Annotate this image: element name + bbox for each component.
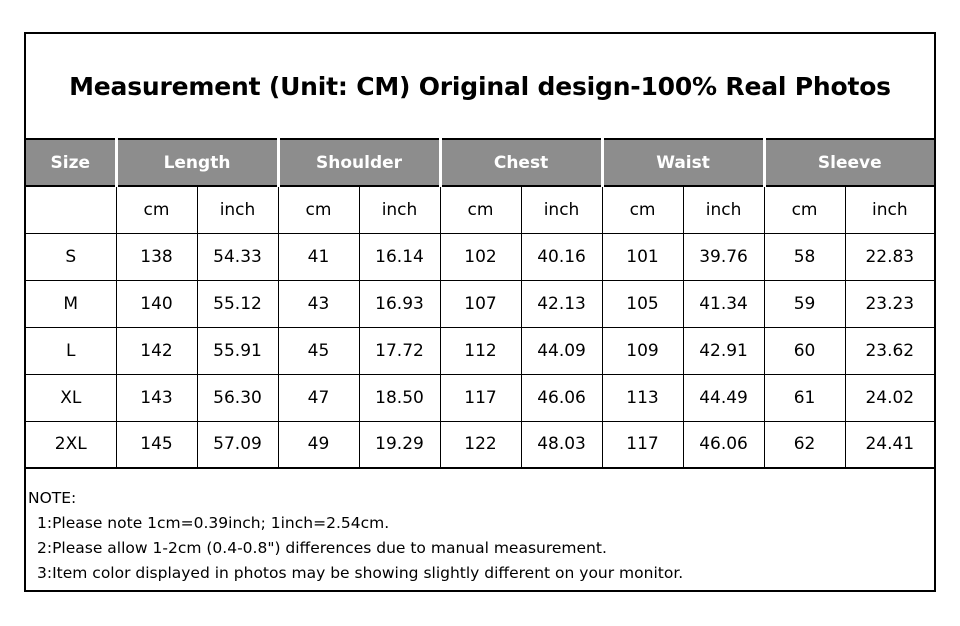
group-header-shoulder: Shoulder xyxy=(278,139,440,186)
unit-header: inch xyxy=(197,186,278,233)
measurement-cell: 18.50 xyxy=(359,374,440,421)
measurement-cell: 55.12 xyxy=(197,280,278,327)
measurement-cell: 61 xyxy=(764,374,845,421)
measurement-cell: 44.49 xyxy=(683,374,764,421)
measurement-cell: 57.09 xyxy=(197,421,278,468)
measurement-cell: 112 xyxy=(440,327,521,374)
measurement-cell: 41 xyxy=(278,233,359,280)
unit-header-row xyxy=(26,186,934,233)
measurement-cell: 54.33 xyxy=(197,233,278,280)
measurement-cell: 40.16 xyxy=(521,233,602,280)
unit-header: inch xyxy=(359,186,440,233)
notes-section xyxy=(26,481,936,586)
note-line-2: 2:Please allow 1-2cm (0.4-0.8") differences due to manual measurement. xyxy=(37,539,607,557)
measurement-cell: 143 xyxy=(116,374,197,421)
measurement-cell: 56.30 xyxy=(197,374,278,421)
table-row xyxy=(26,374,934,421)
unit-header: inch xyxy=(521,186,602,233)
measurement-cell: 46.06 xyxy=(683,421,764,468)
size-header: Size xyxy=(26,139,116,186)
measurement-cell: 23.23 xyxy=(845,280,934,327)
measurement-cell: 140 xyxy=(116,280,197,327)
measurement-cell: 46.06 xyxy=(521,374,602,421)
measurement-cell: 105 xyxy=(602,280,683,327)
table-body xyxy=(26,233,934,468)
size-cell: XL xyxy=(26,374,116,421)
notes-heading: NOTE: xyxy=(28,489,77,507)
size-table xyxy=(26,138,934,469)
measurement-cell: 58 xyxy=(764,233,845,280)
measurement-cell: 62 xyxy=(764,421,845,468)
measurement-cell: 49 xyxy=(278,421,359,468)
unit-header: inch xyxy=(683,186,764,233)
measurement-cell: 113 xyxy=(602,374,683,421)
unit-header: cm xyxy=(764,186,845,233)
table-row xyxy=(26,233,934,280)
measurement-cell: 109 xyxy=(602,327,683,374)
measurement-cell: 55.91 xyxy=(197,327,278,374)
unit-header: cm xyxy=(116,186,197,233)
group-header-chest: Chest xyxy=(440,139,602,186)
size-cell: L xyxy=(26,327,116,374)
measurement-cell: 59 xyxy=(764,280,845,327)
chart-title: Measurement (Unit: CM) Original design-100% Real Photos xyxy=(69,71,891,101)
measurement-cell: 24.41 xyxy=(845,421,934,468)
size-chart-frame xyxy=(24,32,936,592)
measurement-cell: 19.29 xyxy=(359,421,440,468)
measurement-cell: 138 xyxy=(116,233,197,280)
measurement-cell: 16.93 xyxy=(359,280,440,327)
note-line-1: 1:Please note 1cm=0.39inch; 1inch=2.54cm. xyxy=(37,514,390,532)
size-cell: S xyxy=(26,233,116,280)
table-row xyxy=(26,280,934,327)
measurement-cell: 142 xyxy=(116,327,197,374)
measurement-cell: 117 xyxy=(602,421,683,468)
measurement-cell: 117 xyxy=(440,374,521,421)
unit-header: cm xyxy=(278,186,359,233)
measurement-cell: 43 xyxy=(278,280,359,327)
measurement-cell: 16.14 xyxy=(359,233,440,280)
measurement-cell: 107 xyxy=(440,280,521,327)
size-cell: M xyxy=(26,280,116,327)
measurement-cell: 22.83 xyxy=(845,233,934,280)
measurement-cell: 60 xyxy=(764,327,845,374)
group-header-row xyxy=(26,139,934,186)
size-cell: 2XL xyxy=(26,421,116,468)
group-header-waist: Waist xyxy=(602,139,764,186)
measurement-cell: 48.03 xyxy=(521,421,602,468)
measurement-cell: 101 xyxy=(602,233,683,280)
measurement-cell: 23.62 xyxy=(845,327,934,374)
measurement-cell: 41.34 xyxy=(683,280,764,327)
note-line-3: 3:Item color displayed in photos may be showing slightly different on your monitor. xyxy=(37,564,684,582)
measurement-cell: 44.09 xyxy=(521,327,602,374)
measurement-cell: 122 xyxy=(440,421,521,468)
measurement-cell: 17.72 xyxy=(359,327,440,374)
unit-header: cm xyxy=(440,186,521,233)
measurement-cell: 102 xyxy=(440,233,521,280)
group-header-length: Length xyxy=(116,139,278,186)
measurement-cell: 145 xyxy=(116,421,197,468)
measurement-cell: 42.13 xyxy=(521,280,602,327)
group-header-sleeve: Sleeve xyxy=(764,139,934,186)
measurement-cell: 47 xyxy=(278,374,359,421)
measurement-cell: 24.02 xyxy=(845,374,934,421)
unit-header: inch xyxy=(845,186,934,233)
unit-header: cm xyxy=(602,186,683,233)
measurement-cell: 45 xyxy=(278,327,359,374)
measurement-cell: 39.76 xyxy=(683,233,764,280)
table-row xyxy=(26,421,934,468)
table-row xyxy=(26,327,934,374)
unit-header-empty xyxy=(26,186,116,233)
measurement-cell: 42.91 xyxy=(683,327,764,374)
